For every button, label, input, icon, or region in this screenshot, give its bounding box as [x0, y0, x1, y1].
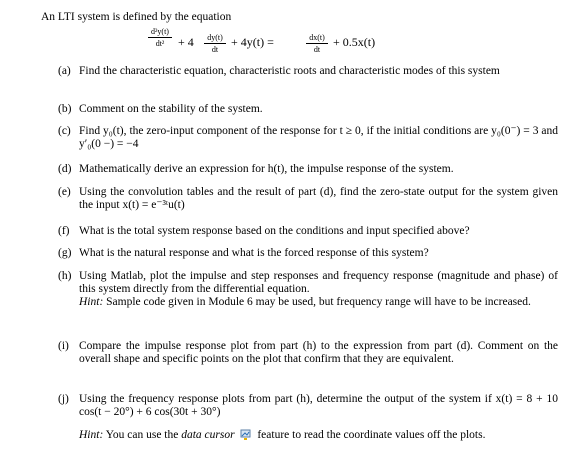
question-f: (f) What is the total system response based on the conditions and input specified above? [58, 225, 470, 237]
question-i: (i) Compare the impulse response plot from part (h) to the expression from part (d). Comment on the overall shape and specific points on the plot that confirm that they are equivalent. [58, 340, 558, 365]
first-derivative-fraction: dy(t) dt [204, 33, 226, 54]
hint-text: Sample code given in Module 6 may be used, but frequency range will have to be increased. [106, 296, 531, 308]
question-c: (c) Find y₀(t), the zero-input component of the response for t ≥ 0, if the initial conditions are y₀(0⁻) = 3 and y′₀(0 −) = −4 [58, 125, 558, 150]
second-derivative-fraction: d²y(t) dt² [148, 27, 172, 48]
hint-label: Hint: [79, 429, 104, 441]
question-d: (d) Mathematically derive an expression for h(t), the impulse response of the system. [58, 163, 454, 175]
hint-line: Hint: You can use the data cursor feature to read the coordinate values off the plots. [79, 429, 486, 441]
equation-term-4: + 0.5x(t) [333, 35, 376, 49]
question-e: (e) Using the convolution tables and the result of part (d), find the zero-state output for the system given the input x(t) = e⁻³ᵗu(t) [58, 186, 558, 211]
equation-term-3: + 4y(t) = [231, 35, 274, 49]
input-derivative-fraction: dx(t) dt [306, 33, 328, 54]
question-a: (a) Find the characteristic equation, characteristic roots and characteristic modes of this system [58, 65, 500, 77]
question-b: (b) Comment on the stability of the system. [58, 103, 263, 115]
question-h: (h) Using Matlab, plot the impulse and step responses and frequency response (magnitude and phase) of this system directly from the differential equation. Hint: Sample code given in Module 6 may be used, but frequency range will have to be increased. [58, 270, 558, 308]
question-j: (j) Using the frequency response plots from part (h), determine the output of the system if x(t) = 8 + 10 cos(t − 20°) + 6 cos(30t + 30°) Hint: You can use the data cursor feature to read the coordinate values off the plots. [58, 393, 558, 441]
differential-equation [0, 0, 566, 60]
equation-term-2: + 4 [178, 35, 194, 49]
intro-text: An LTI system is defined by the equation [41, 11, 232, 23]
data-cursor-icon [239, 429, 252, 440]
question-g: (g) What is the natural response and what is the forced response of this system? [58, 247, 429, 259]
hint-label: Hint: [79, 296, 104, 308]
